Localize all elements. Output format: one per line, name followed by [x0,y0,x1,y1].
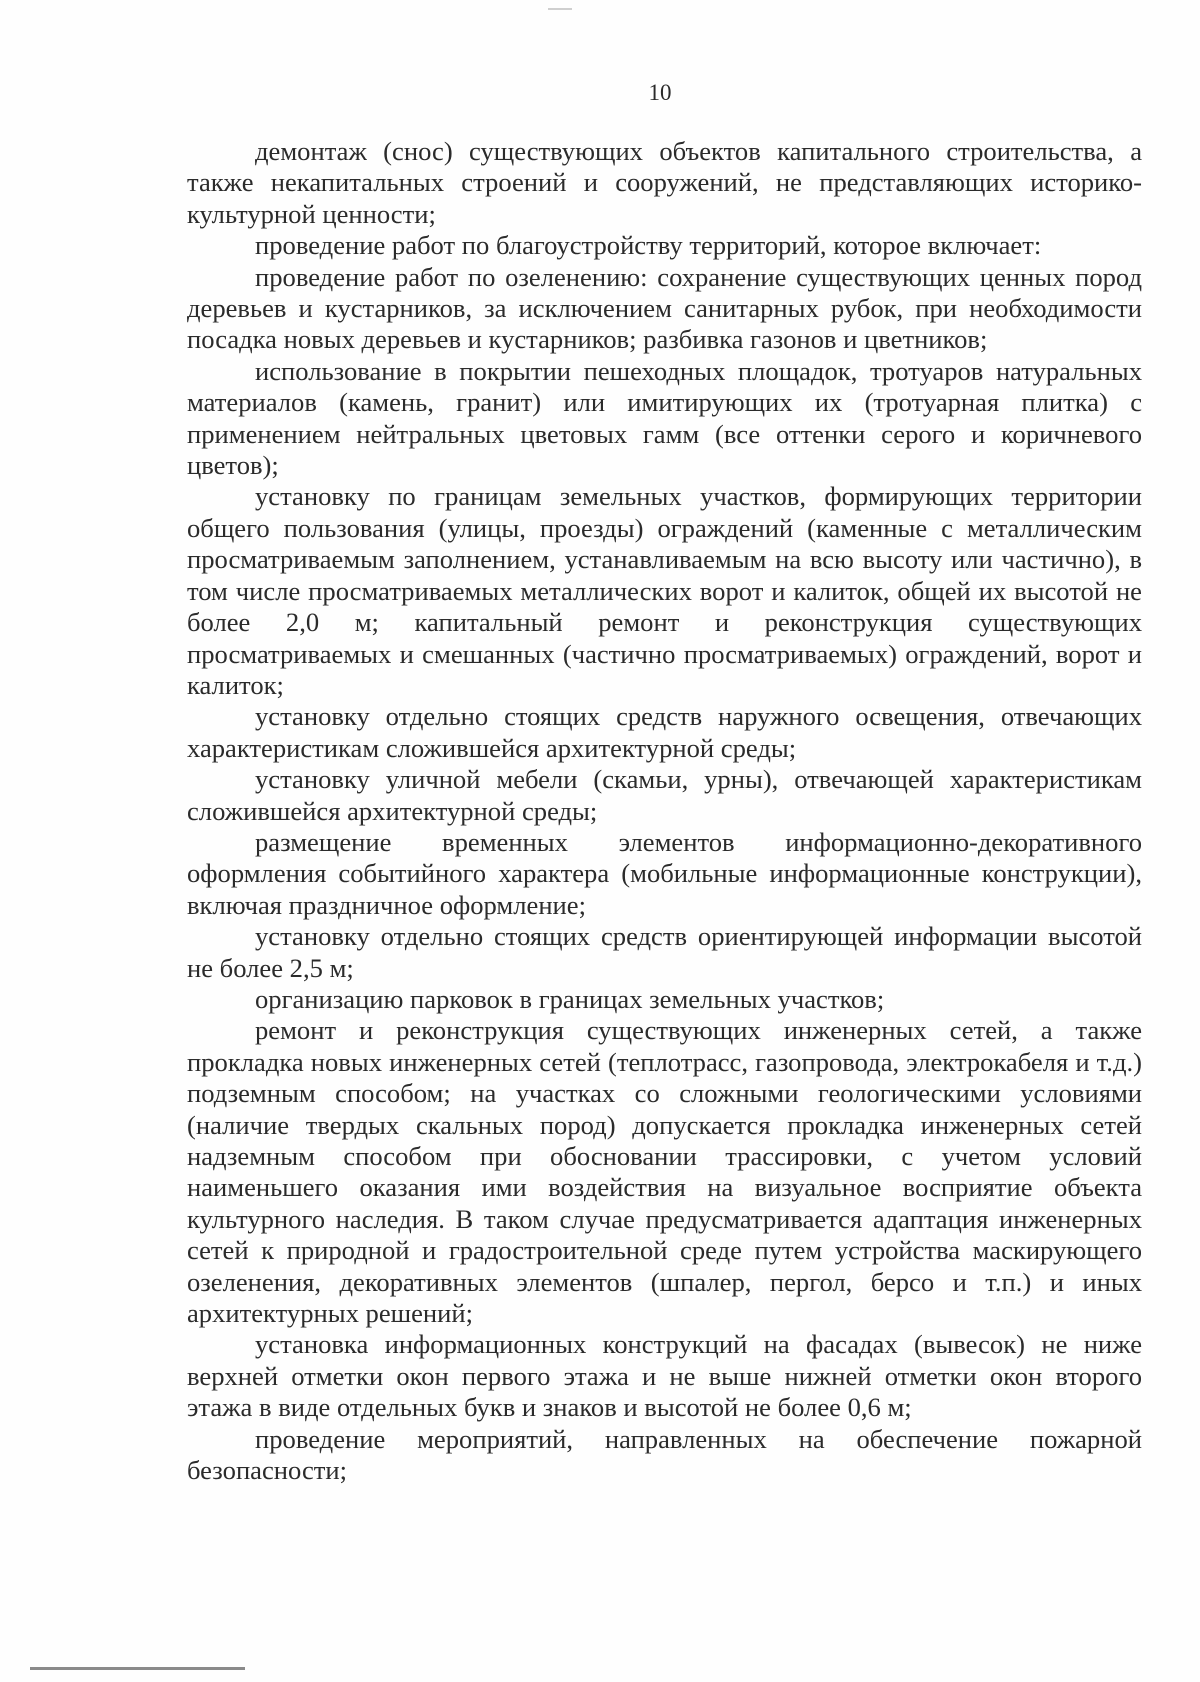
paragraph: использование в покрытии пешеходных площадок, тротуаров натуральных материалов (камень, гранит) или имитирующих их (тротуарная плитка) с применением нейтральных цветовых гамм (все оттенки серого и коричневого цветов); [187,355,1142,481]
paragraph: установку отдельно стоящих средств наружного освещения, отвечающих характеристикам сложившейся архитектурной среды; [187,701,1142,763]
scan-mark-top [548,8,572,10]
document-body [187,136,1142,1486]
paragraph: размещение временных элементов информационно-декоративного оформления событийного характера (мобильные информационные конструкции), включая праздничное оформление; [187,826,1142,920]
scan-mark-bottom [30,1667,245,1670]
page-number: 10 [648,80,672,105]
paragraph: ремонт и реконструкция существующих инженерных сетей, а также прокладка новых инженерных сетей (теплотрасс, газопровода, электрокабеля и т.д.) подземным способом; на участках со сложными геологическими условиями (наличие твердых скальных пород) допускается прокладка инженерных сетей надземным способом при обосновании трассировки, с учетом условий наименьшего оказания ими воздействия на визуальное восприятие объекта культурного наследия. В таком случае предусматривается адаптация инженерных сетей к природной и градостроительной среде путем устройства маскирующего озеленения, декоративных элементов (шпалер, пергол, берсо и т.п.) и иных архитектурных решений; [187,1015,1142,1329]
paragraph: демонтаж (снос) существующих объектов капитального строительства, а также некапитальных строений и сооружений, не представляющих историко-культурной ценности; [187,136,1142,229]
paragraph: организацию парковок в границах земельных участков; [255,983,885,1014]
paragraph: установку уличной мебели (скамьи, урны), отвечающей характеристикам сложившейся архитектурной среды; [187,764,1142,826]
paragraph: проведение работ по благоустройству территорий, которое включает: [255,230,1042,261]
paragraph: установку по границам земельных участков, формирующих территории общего пользования (улицы, проезды) ограждений (каменные с металлическим просматриваемым заполнением, устанавливаемым на всю высоту или частично), в том числе просматриваемых металлических ворот и калиток, общей их высотой не более 2,0 м; капитальный ремонт и реконструкция существующих просматриваемых и смешанных (частично просматриваемых) ограждений, ворот и калиток; [187,481,1142,700]
paragraph: проведение мероприятий, направленных на обеспечение пожарной безопасности; [187,1423,1142,1486]
paragraph: проведение работ по озеленению: сохранение существующих ценных пород деревьев и кустарников, за исключением санитарных рубок, при необходимости посадка новых деревьев и кустарников; разбивка газонов и цветников; [187,261,1142,355]
paragraph: установку отдельно стоящих средств ориентирующей информации высотой не более 2,5 м; [187,921,1142,983]
paragraph: установка информационных конструкций на фасадах (вывесок) не ниже верхней отметки окон первого этажа и не выше нижней отметки окон второго этажа в виде отдельных букв и знаков и высотой не более 0,6 м; [187,1329,1142,1423]
